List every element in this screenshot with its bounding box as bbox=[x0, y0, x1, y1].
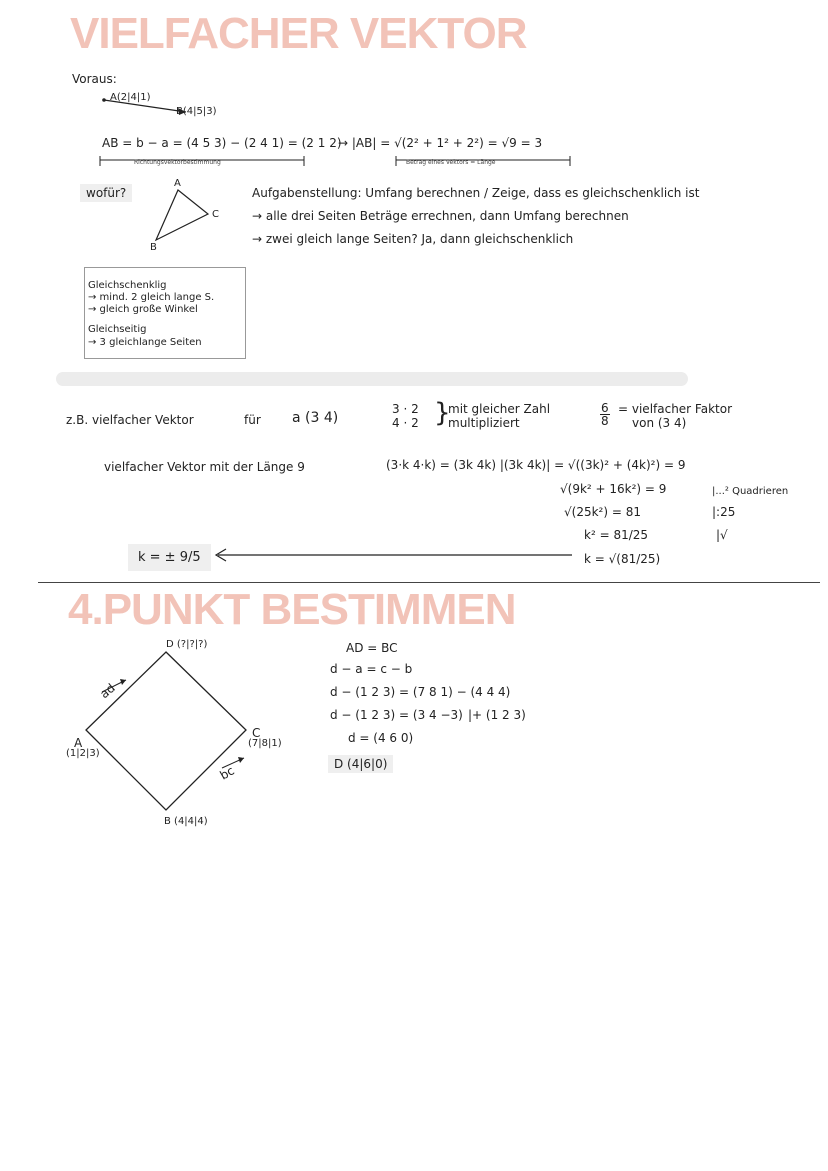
step-3: d − (1 2 3) = (7 8 1) − (4 4 4) bbox=[330, 685, 511, 699]
step-1: AD = BC bbox=[346, 641, 398, 655]
section-divider bbox=[56, 372, 688, 386]
length-label: Betrag eines Vektors = Länge bbox=[406, 159, 496, 166]
bracket-label: Richtungsvektorbestimmung bbox=[134, 159, 221, 166]
def-line-2: → mind. 2 gleich lange S. bbox=[88, 292, 215, 303]
point-b-label: B(4|5|3) bbox=[176, 106, 217, 117]
length9-intro: vielfacher Vektor mit der Länge 9 bbox=[104, 460, 305, 474]
length9-eq5: k = √(81/25) bbox=[584, 552, 661, 566]
mult-bottom: 4 · 2 bbox=[392, 416, 419, 430]
result-k: k = ± 9/5 bbox=[128, 544, 211, 571]
step-5: d = (4 6 0) bbox=[348, 731, 414, 745]
length9-eq3-note: |:25 bbox=[712, 505, 736, 519]
example-fuer: für bbox=[244, 413, 261, 427]
section-title-punkt: 4.PUNKT BESTIMMEN bbox=[68, 585, 516, 634]
vector-ab-equation: AB = b − a = (4 5 3) − (2 4 1) = (2 1 2) bbox=[102, 136, 342, 150]
length9-eq2: √(9k² + 16k²) = 9 bbox=[560, 482, 667, 496]
def-gleichschenklig: Gleichschenklig bbox=[88, 280, 167, 291]
vertex-c-coord: (7|8|1) bbox=[248, 738, 282, 749]
vector-bc-label: bc bbox=[217, 763, 237, 783]
example-vector: a (3 4) bbox=[292, 410, 339, 426]
point-a-label: A(2|4|1) bbox=[110, 92, 151, 103]
length9-eq2-note: |...² Quadrieren bbox=[712, 486, 789, 497]
task-line-1: Aufgabenstellung: Umfang berechnen / Zeige, dass es gleichschenklich ist bbox=[252, 186, 700, 200]
factor-text-bottom: von (3 4) bbox=[632, 416, 687, 430]
triangle-label-b: B bbox=[150, 242, 157, 253]
vertex-a-coord: (1|2|3) bbox=[66, 748, 100, 759]
voraus-label: Voraus: bbox=[72, 72, 117, 86]
vertex-c-label: C bbox=[252, 726, 261, 740]
section-separator bbox=[38, 582, 820, 583]
length-equation: → |AB| = √(2² + 1² + 2²) = √9 = 3 bbox=[338, 136, 543, 150]
step-4-note: |+ (1 2 3) bbox=[468, 708, 526, 722]
length9-eq1: (3·k 4·k) = (3k 4k) |(3k 4k)| = √((3k)² + (4k)²) = 9 bbox=[386, 458, 686, 472]
vertex-a-label: A bbox=[74, 736, 83, 750]
mult-brace: } bbox=[434, 398, 451, 428]
vertex-b-label: B (4|4|4) bbox=[164, 816, 208, 827]
def-line-3: → gleich große Winkel bbox=[88, 304, 198, 315]
length9-eq3: √(25k²) = 81 bbox=[564, 505, 641, 519]
factor-denominator: 8 bbox=[601, 414, 609, 428]
triangle-label-c: C bbox=[212, 209, 219, 220]
factor-text-top: = vielfacher Faktor bbox=[618, 402, 733, 416]
factor-numerator: 6 bbox=[601, 401, 609, 415]
example-intro: z.B. vielfacher Vektor bbox=[66, 413, 194, 427]
result-arrow bbox=[212, 548, 592, 562]
vector-ad-label: ad bbox=[97, 680, 118, 702]
page-title: VIELFACHER VEKTOR bbox=[70, 9, 527, 58]
result-d: D (4|6|0) bbox=[328, 755, 393, 773]
mult-top: 3 · 2 bbox=[392, 402, 419, 416]
task-line-2: → alle drei Seiten Beträge errechnen, dann Umfang berechnen bbox=[252, 209, 629, 223]
def-gleichseitig: Gleichseitig bbox=[88, 324, 147, 335]
length9-eq4: k² = 81/25 bbox=[584, 528, 649, 542]
step-4: d − (1 2 3) = (3 4 −3) bbox=[330, 708, 463, 722]
wofuer-tag: wofür? bbox=[80, 184, 132, 202]
vertex-d-label: D (?|?|?) bbox=[166, 639, 208, 650]
step-2: d − a = c − b bbox=[330, 662, 413, 676]
task-line-3: → zwei gleich lange Seiten? Ja, dann gleichschenklich bbox=[252, 232, 574, 246]
triangle-label-a: A bbox=[174, 178, 181, 189]
factor-fraction bbox=[600, 402, 610, 427]
mult-text-top: mit gleicher Zahl bbox=[448, 402, 551, 416]
mult-text-bottom: multipliziert bbox=[448, 416, 520, 430]
length9-eq4-note: |√ bbox=[716, 528, 728, 542]
def-line-5: → 3 gleichlange Seiten bbox=[88, 337, 202, 348]
